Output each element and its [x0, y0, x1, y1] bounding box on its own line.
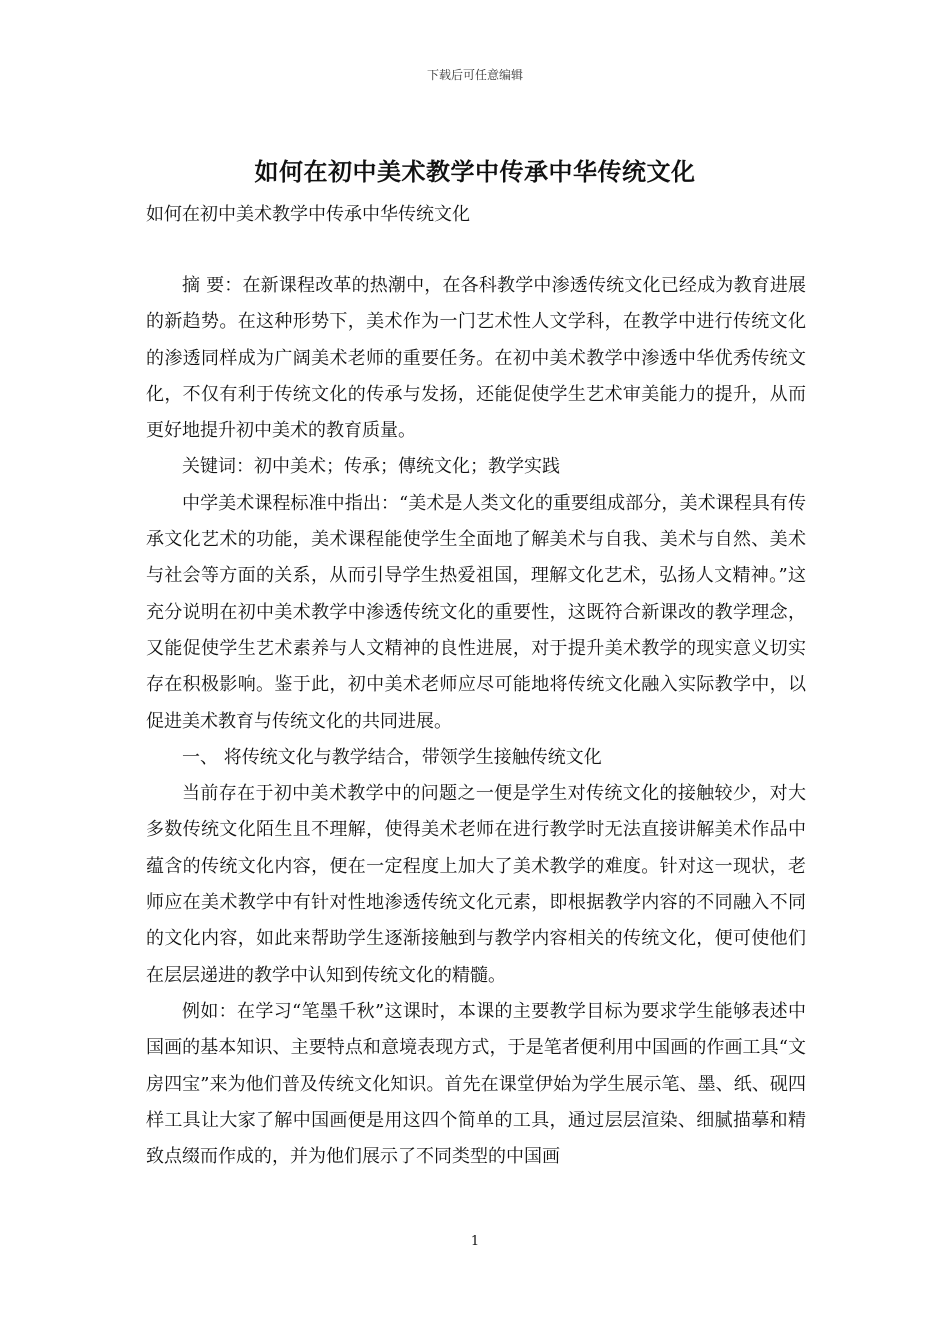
document-title: 如何在初中美术教学中传承中华传统文化	[254, 157, 696, 186]
intro-paragraph: 中学美术课程标准中指出：“美术是人类文化的重要组成部分，美术课程具有传承文化艺术的功能，美术课程能使学生全面地了解美术与自我、美术与自然、美术与社会等方面的关系，从而引导学生热爱祖国，理解文化艺术，弘扬人文精神。”这充分说明在初中美术教学中渗透传统文化的重要性，这既符合新课改的教学理念，又能促使学生艺术素养与人文精神的良性进展，对于提升美术教学的现实意义切实存在积极影响。鉴于此，初中美术老师应尽可能地将传统文化融入实际教学中，以促进美术教育与传统文化的共同进展。	[146, 492, 806, 732]
keywords-paragraph: 关键词：初中美术；传承；傳统文化；教学实践	[182, 456, 560, 478]
section-1-paragraph-1: 当前存在于初中美术教学中的问题之一便是学生对传统文化的接触较少，对大多数传统文化陌生且不理解，使得美术老师在进行教学时无法直接讲解美术作品中蕴含的传统文化内容，便在一定程度上加大了美术教学的难度。针对这一现状，老师应在美术教学中有针对性地渗透传统文化元素，即根据教学内容的不同融入不同的文化内容，如此来帮助学生逐渐接触到与教学内容相关的传统文化，便可使他们在层层递进的教学中认知到传统文化的精髓。	[146, 783, 806, 986]
document-subtitle: 如何在初中美术教学中传承中华传统文化	[146, 204, 470, 225]
page-number: 1	[470, 1234, 480, 1249]
abstract-paragraph: 摘 要：在新课程改革的热潮中，在各科教学中渗透传统文化已经成为教育进展的新趋势。在这种形势下，美术作为一门艺术性人文学科，在教学中进行传统文化的渗透同样成为广阔美术老师的重要任务。在初中美术教学中渗透中华优秀传统文化，不仅有利于传统文化的传承与发扬，还能促使学生艺术审美能力的提升，从而更好地提升初中美术的教育质量。	[146, 275, 806, 442]
section-1-paragraph-2: 例如：在学习“笔墨千秋”这课时，本课的主要教学目标为要求学生能够表述中国画的基本知识、主要特点和意境表现方式，于是笔者便利用中国画的作画工具“文房四宝”来为他们普及传统文化知识。首先在课堂伊始为学生展示笔、墨、纸、砚四样工具让大家了解中国画便是用这四个简单的工具，通过层层渲染、细腻描摹和精致点缀而作成的，并为他们展示了不同类型的中国画	[146, 1000, 806, 1168]
document-body	[146, 268, 806, 1175]
page-header-note: 下载后可任意编辑	[426, 68, 523, 82]
section-heading-1: 一、 将传统文化与教学结合，带领学生接触传统文化	[182, 746, 602, 768]
